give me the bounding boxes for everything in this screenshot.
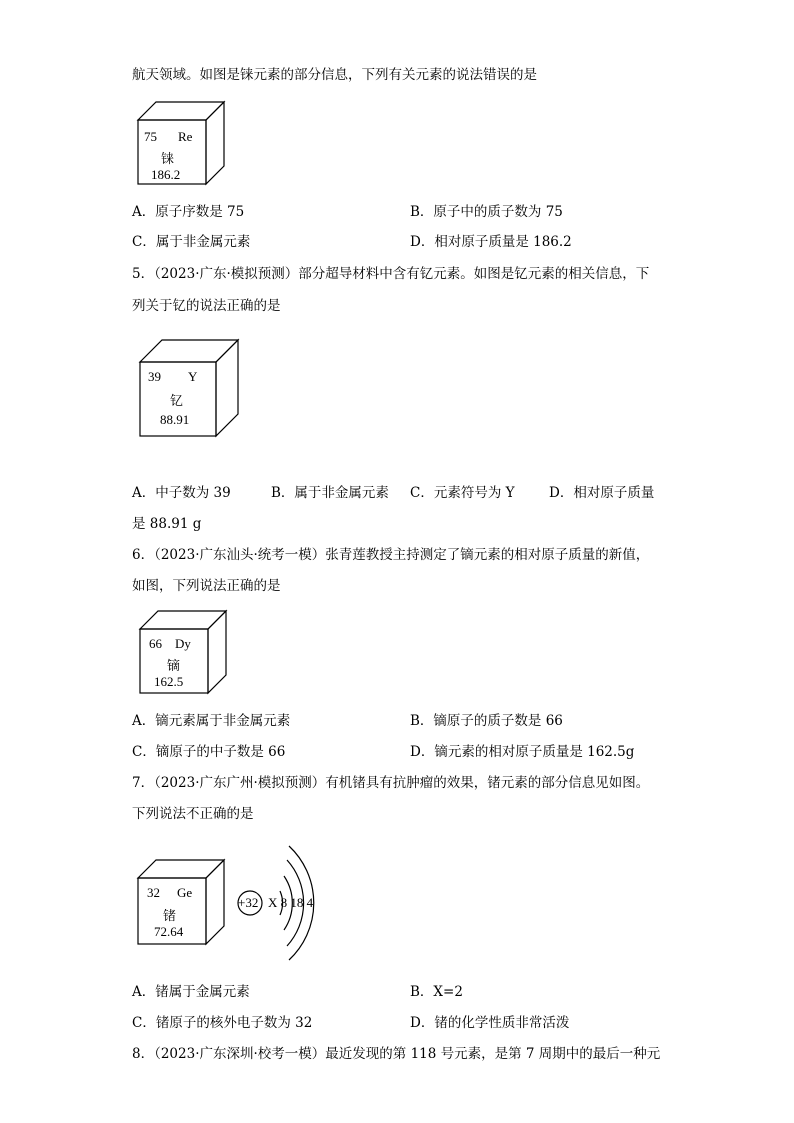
element-card-dy <box>138 609 228 697</box>
q4-option-c: C．属于非金属元素 <box>132 234 251 250</box>
atomic-number: 32 <box>147 885 160 900</box>
atomic-mass: 72.64 <box>154 924 184 939</box>
atomic-number: 39 <box>148 369 161 384</box>
nucleus-charge: +32 <box>238 895 259 910</box>
shell-electrons: X 8 18 4 <box>268 895 314 910</box>
element-symbol: Ge <box>177 885 193 900</box>
q5-option-d: D．相对原子质量 <box>549 485 655 501</box>
element-name: 锗 <box>163 908 177 923</box>
atomic-number: 66 <box>149 636 162 651</box>
q4-option-d: D．相对原子质量是 186.2 <box>410 234 572 250</box>
element-card-ge <box>136 858 226 948</box>
atomic-structure-diagram <box>232 844 332 962</box>
q5-stem-line1: 5．（2023·广东·模拟预测）部分超导材料中含有钇元素。如图是钇元素的相关信息，下 <box>132 266 650 282</box>
element-name: 钇 <box>170 393 184 408</box>
q4-stem: 航天领域。如图是铼元素的部分信息，下列有关元素的说法错误的是 <box>132 67 537 83</box>
q5-stem-line2: 列关于钇的说法正确的是 <box>132 298 281 314</box>
q6-stem-line1: 6．（2023·广东汕头·统考一模）张青莲教授主持测定了镝元素的相对原子质量的新值， <box>132 547 650 563</box>
q5-option-a: A．中子数为 39 <box>132 485 231 501</box>
q5-option-c: C．元素符号为 Y <box>410 485 515 501</box>
element-card-re <box>136 100 226 188</box>
q5-option-d-cont: 是 88.91 g <box>132 516 202 532</box>
q6-option-c: C．镝原子的中子数是 66 <box>132 744 286 760</box>
q5-option-b: B．属于非金属元素 <box>271 485 389 501</box>
element-symbol: Re <box>178 129 193 144</box>
element-symbol: Dy <box>175 636 191 651</box>
atomic-mass: 162.5 <box>154 674 184 689</box>
q7-option-a: A．锗属于金属元素 <box>132 984 250 1000</box>
q6-option-b: B．镝原子的质子数是 66 <box>410 713 563 729</box>
q8-stem-line1: 8．（2023·广东深圳·校考一模）最近发现的第 118 号元素，是第 7 周期中的最后一种元 <box>132 1046 661 1062</box>
atomic-mass: 88.91 <box>160 412 190 427</box>
atomic-mass: 186.2 <box>151 167 181 182</box>
element-name: 镝 <box>167 658 181 673</box>
q7-stem-line1: 7．（2023·广东广州·模拟预测）有机锗具有抗肿瘤的效果，锗元素的部分信息见如图。 <box>132 775 650 791</box>
q4-option-a: A．原子序数是 75 <box>132 204 245 220</box>
q7-option-b: B．X=2 <box>410 984 463 1000</box>
element-card-y <box>138 338 240 438</box>
atomic-number: 75 <box>144 129 157 144</box>
element-name: 铼 <box>161 151 175 166</box>
q7-stem-line2: 下列说法不正确的是 <box>132 806 254 822</box>
q6-stem-line2: 如图，下列说法正确的是 <box>132 578 281 594</box>
element-symbol: Y <box>188 369 198 384</box>
q4-option-b: B．原子中的质子数为 75 <box>410 204 563 220</box>
q7-option-c: C．锗原子的核外电子数为 32 <box>132 1015 313 1031</box>
q6-option-a: A．镝元素属于非金属元素 <box>132 713 291 729</box>
q7-option-d: D．锗的化学性质非常活泼 <box>410 1015 570 1031</box>
q6-option-d: D．镝元素的相对原子质量是 162.5g <box>410 744 635 760</box>
